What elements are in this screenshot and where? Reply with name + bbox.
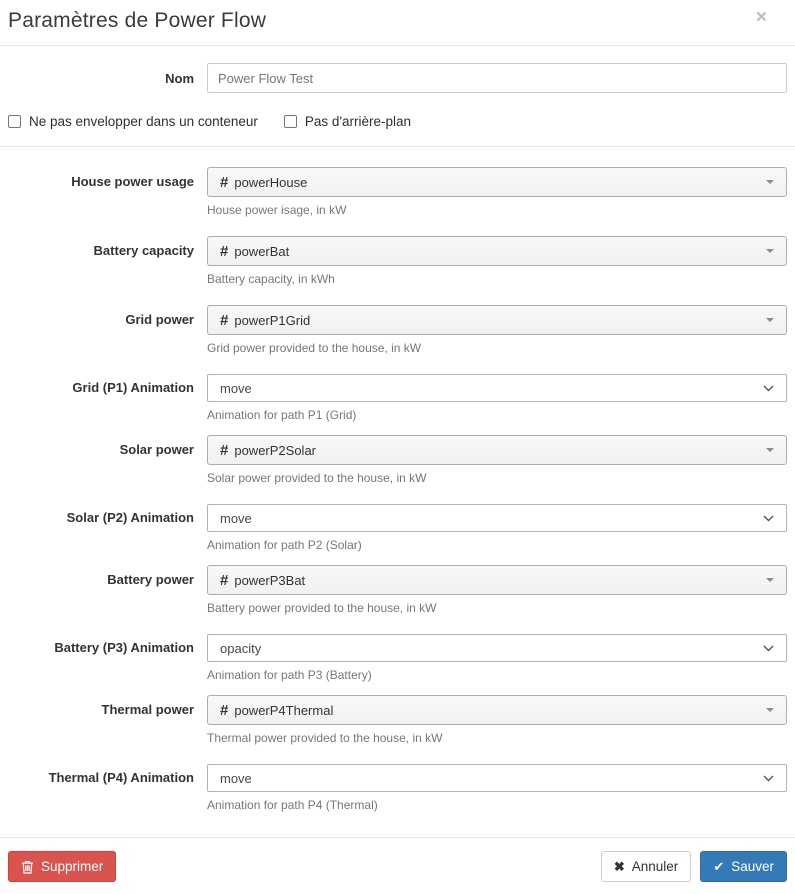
field-label: Grid (P1) Animation — [72, 380, 194, 395]
checkbox-icon[interactable] — [8, 115, 21, 128]
field-help-text: Grid power provided to the house, in kW — [207, 341, 422, 355]
field-help-text: Animation for path P3 (Battery) — [207, 668, 372, 682]
field-label: Battery power — [107, 572, 194, 587]
animation-select-row — [8, 374, 787, 422]
animation-select[interactable] — [207, 374, 787, 402]
chevron-down-icon — [763, 385, 774, 392]
field-help-text: Animation for path P1 (Grid) — [207, 408, 357, 422]
name-field-label: Nom — [165, 70, 194, 86]
field-label: Thermal power — [101, 702, 194, 717]
field-help-text: Animation for path P4 (Thermal) — [207, 798, 378, 812]
checkbox-no-container[interactable] — [8, 114, 258, 129]
animation-select[interactable] — [207, 764, 787, 792]
device-dropdown-value: powerHouse — [234, 174, 308, 190]
device-dropdown-value: powerP1Grid — [234, 312, 311, 328]
hash-prefix: # — [220, 441, 229, 459]
device-field-row — [8, 695, 787, 745]
device-field-row — [8, 565, 787, 615]
save-button-label: Sauver — [731, 859, 774, 874]
cancel-button-label: Annuler — [631, 859, 679, 874]
fields-container — [8, 167, 787, 812]
device-dropdown-value: powerP2Solar — [234, 442, 316, 458]
device-dropdown[interactable] — [207, 236, 787, 266]
animation-select-row — [8, 634, 787, 682]
dialog-body — [0, 46, 795, 812]
field-label: Solar (P2) Animation — [66, 510, 194, 525]
hash-prefix: # — [220, 242, 229, 260]
save-button[interactable] — [700, 851, 787, 882]
field-help-text: House power isage, in kW — [207, 203, 347, 217]
field-help-text: Thermal power provided to the house, in kW — [207, 731, 443, 745]
cancel-button[interactable] — [601, 851, 691, 882]
field-help-text: Battery power provided to the house, in kW — [207, 601, 437, 615]
check-icon: ✔ — [713, 858, 725, 874]
dialog-title: Paramètres de Power Flow — [8, 9, 267, 32]
animation-select-value: move — [220, 770, 252, 786]
field-help-text: Solar power provided to the house, in kW — [207, 471, 427, 485]
field-help-text: Animation for path P2 (Solar) — [207, 538, 362, 552]
device-field-row — [8, 236, 787, 286]
name-field-row — [8, 63, 787, 93]
hash-prefix: # — [220, 311, 229, 329]
delete-button-label: Supprimer — [41, 859, 104, 874]
chevron-down-icon — [763, 645, 774, 652]
x-icon: ✖ — [613, 858, 625, 874]
trash-icon — [21, 860, 34, 874]
caret-down-icon — [766, 708, 774, 712]
caret-down-icon — [766, 318, 774, 322]
device-dropdown-value: powerBat — [234, 243, 290, 259]
field-label: Thermal (P4) Animation — [48, 770, 194, 785]
checkbox-row — [8, 114, 787, 129]
caret-down-icon — [766, 448, 774, 452]
dialog-header — [0, 0, 795, 46]
animation-select-value: opacity — [220, 640, 262, 656]
caret-down-icon — [766, 249, 774, 253]
chevron-down-icon — [763, 775, 774, 782]
field-label: Solar power — [119, 442, 194, 457]
device-dropdown[interactable] — [207, 565, 787, 595]
field-label: Grid power — [125, 312, 194, 327]
dialog-footer — [0, 837, 795, 894]
field-help-text: Battery capacity, in kWh — [207, 272, 335, 286]
checkbox-icon[interactable] — [284, 115, 297, 128]
animation-select[interactable] — [207, 634, 787, 662]
caret-down-icon — [766, 578, 774, 582]
checkbox-label: Pas d'arrière-plan — [304, 114, 412, 129]
animation-select-row — [8, 504, 787, 552]
hash-prefix: # — [220, 571, 229, 589]
animation-select-value: move — [220, 380, 252, 396]
device-dropdown-value: powerP4Thermal — [234, 702, 334, 718]
device-dropdown[interactable] — [207, 305, 787, 335]
field-label: House power usage — [71, 174, 194, 189]
field-label: Battery capacity — [93, 243, 194, 258]
animation-select-value: move — [220, 510, 252, 526]
caret-down-icon — [766, 180, 774, 184]
device-dropdown[interactable] — [207, 167, 787, 197]
device-dropdown[interactable] — [207, 435, 787, 465]
checkbox-label: Ne pas envelopper dans un conteneur — [29, 114, 258, 129]
hash-prefix: # — [220, 701, 229, 719]
device-field-row — [8, 435, 787, 485]
field-label: Battery (P3) Animation — [54, 640, 194, 655]
device-field-row — [8, 305, 787, 355]
name-input[interactable] — [207, 63, 787, 93]
device-dropdown[interactable] — [207, 695, 787, 725]
device-field-row — [8, 167, 787, 217]
hash-prefix: # — [220, 173, 229, 191]
chevron-down-icon — [763, 515, 774, 522]
close-icon[interactable]: × — [755, 7, 767, 28]
delete-button[interactable] — [8, 851, 116, 882]
animation-select-row — [8, 764, 787, 812]
checkbox-no-background[interactable] — [284, 114, 411, 129]
section-divider — [0, 146, 795, 147]
animation-select[interactable] — [207, 504, 787, 532]
device-dropdown-value: powerP3Bat — [234, 572, 306, 588]
